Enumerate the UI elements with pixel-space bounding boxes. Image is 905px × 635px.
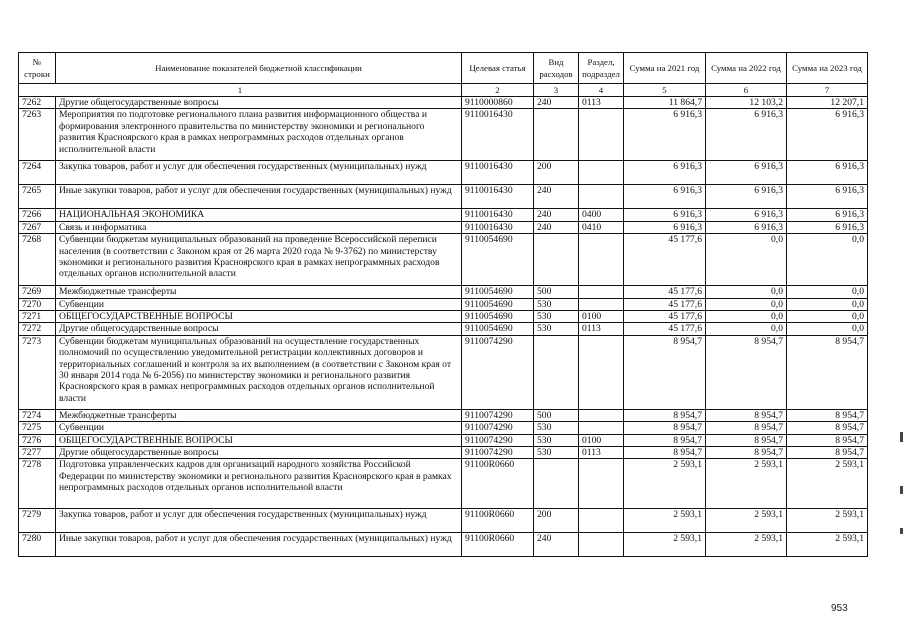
section-code-cell — [579, 459, 624, 509]
column-number-6: 6 — [706, 84, 787, 97]
sum-2022-cell: 0,0 — [706, 298, 787, 310]
sum-2021-cell: 8 954,7 — [624, 434, 706, 446]
section-code-cell: 0400 — [579, 209, 624, 221]
header-section: Раздел, подраздел — [579, 53, 624, 84]
sum-2021-cell: 2 593,1 — [624, 459, 706, 509]
expense-type-cell: 240 — [534, 533, 579, 557]
indicator-name-cell: Закупка товаров, работ и услуг для обеспечения государственных (муниципальных) нужд — [56, 161, 462, 185]
indicator-name-cell: Субвенции — [56, 298, 462, 310]
indicator-name-cell: Межбюджетные трансферты — [56, 409, 462, 421]
row-number-cell: 7277 — [19, 447, 56, 459]
row-number-cell: 7269 — [19, 286, 56, 298]
indicator-name-cell: Закупка товаров, работ и услуг для обеспечения государственных (муниципальных) нужд — [56, 509, 462, 533]
target-article-cell: 9110074290 — [462, 422, 534, 434]
target-article-cell: 9110016430 — [462, 209, 534, 221]
section-code-cell — [579, 234, 624, 286]
sum-2022-cell: 8 954,7 — [706, 409, 787, 421]
section-code-cell — [579, 335, 624, 409]
target-article-cell: 9110016430 — [462, 161, 534, 185]
sum-2021-cell: 6 916,3 — [624, 109, 706, 161]
sum-2023-cell: 8 954,7 — [787, 335, 868, 409]
header-sum-2022: Сумма на 2022 год — [706, 53, 787, 84]
section-code-cell — [579, 422, 624, 434]
sum-2023-cell: 8 954,7 — [787, 447, 868, 459]
target-article-cell: 9110054690 — [462, 323, 534, 335]
header-sum-2023: Сумма на 2023 год — [787, 53, 868, 84]
sum-2022-cell: 8 954,7 — [706, 447, 787, 459]
target-article-cell: 91100R0660 — [462, 533, 534, 557]
target-article-cell: 9110054690 — [462, 298, 534, 310]
target-article-cell: 9110000860 — [462, 97, 534, 109]
expense-type-cell: 240 — [534, 97, 579, 109]
expense-type-cell: 240 — [534, 221, 579, 233]
row-number-cell: 7266 — [19, 209, 56, 221]
row-number-cell: 7271 — [19, 311, 56, 323]
table-row — [19, 323, 868, 335]
header-sum-2021: Сумма на 2021 год — [624, 53, 706, 84]
section-code-cell: 0113 — [579, 97, 624, 109]
sum-2021-cell: 2 593,1 — [624, 509, 706, 533]
section-code-cell — [579, 533, 624, 557]
expense-type-cell — [534, 459, 579, 509]
table-row — [19, 533, 868, 557]
sum-2021-cell: 8 954,7 — [624, 409, 706, 421]
sum-2021-cell: 6 916,3 — [624, 185, 706, 209]
target-article-cell: 9110054690 — [462, 286, 534, 298]
sum-2023-cell: 8 954,7 — [787, 434, 868, 446]
table-row — [19, 185, 868, 209]
budget-sheet — [18, 52, 868, 557]
indicator-name-cell: Другие общегосударственные вопросы — [56, 447, 462, 459]
row-number-cell: 7279 — [19, 509, 56, 533]
sum-2022-cell: 6 916,3 — [706, 185, 787, 209]
table-row — [19, 459, 868, 509]
expense-type-cell — [534, 109, 579, 161]
row-number-cell: 7274 — [19, 409, 56, 421]
sum-2023-cell: 2 593,1 — [787, 509, 868, 533]
row-number-cell: 7262 — [19, 97, 56, 109]
sum-2022-cell: 6 916,3 — [706, 221, 787, 233]
indicator-name-cell: Иные закупки товаров, работ и услуг для обеспечения государственных (муниципальных) нужд — [56, 533, 462, 557]
sum-2022-cell: 0,0 — [706, 286, 787, 298]
section-code-cell — [579, 409, 624, 421]
section-code-cell: 0410 — [579, 221, 624, 233]
table-row — [19, 434, 868, 446]
row-number-cell: 7263 — [19, 109, 56, 161]
sum-2021-cell: 8 954,7 — [624, 447, 706, 459]
sum-2021-cell: 45 177,6 — [624, 298, 706, 310]
sum-2023-cell: 0,0 — [787, 234, 868, 286]
column-number-1: 1 — [19, 84, 462, 97]
section-code-cell — [579, 509, 624, 533]
target-article-cell: 9110016430 — [462, 221, 534, 233]
header-row-number: № строки — [19, 53, 56, 84]
target-article-cell: 9110054690 — [462, 234, 534, 286]
table-row — [19, 209, 868, 221]
sum-2023-cell: 6 916,3 — [787, 185, 868, 209]
column-number-3: 3 — [534, 84, 579, 97]
sum-2021-cell: 6 916,3 — [624, 209, 706, 221]
sum-2023-cell: 0,0 — [787, 311, 868, 323]
sum-2021-cell: 8 954,7 — [624, 335, 706, 409]
scan-edge-mark — [900, 528, 903, 534]
sum-2021-cell: 6 916,3 — [624, 161, 706, 185]
indicator-name-cell: НАЦИОНАЛЬНАЯ ЭКОНОМИКА — [56, 209, 462, 221]
expense-type-cell: 530 — [534, 323, 579, 335]
expense-type-cell: 530 — [534, 447, 579, 459]
column-numbering-row — [19, 84, 868, 97]
sum-2021-cell: 6 916,3 — [624, 221, 706, 233]
sum-2021-cell: 8 954,7 — [624, 422, 706, 434]
sum-2022-cell: 2 593,1 — [706, 509, 787, 533]
sum-2023-cell: 2 593,1 — [787, 459, 868, 509]
expense-type-cell: 240 — [534, 185, 579, 209]
scan-edge-mark — [900, 432, 903, 442]
table-row — [19, 234, 868, 286]
expense-type-cell: 500 — [534, 409, 579, 421]
table-row — [19, 221, 868, 233]
indicator-name-cell: Субвенции — [56, 422, 462, 434]
indicator-name-cell: Субвенции бюджетам муниципальных образований на осуществление государственных полномочий по осуществлению уведомительной регистрации коллективных договоров и территориальных соглашений и контроля за их выполнением (в соответствии с Законом края от 30 января 2014 года № 6-2056) по министерству экономики и регионального развития Красноярского края в рамках непрограммных расходов отдельных органов исполнительной власти — [56, 335, 462, 409]
sum-2022-cell: 6 916,3 — [706, 109, 787, 161]
row-number-cell: 7270 — [19, 298, 56, 310]
target-article-cell: 91100R0660 — [462, 509, 534, 533]
indicator-name-cell: Подготовка управленческих кадров для организаций народного хозяйства Российской Федерации по министерству экономики и регионального развития Красноярского края в рамках непрограммных расходов отдельных органов исполнительной власти — [56, 459, 462, 509]
section-code-cell — [579, 298, 624, 310]
expense-type-cell: 530 — [534, 434, 579, 446]
expense-type-cell: 500 — [534, 286, 579, 298]
target-article-cell: 9110074290 — [462, 409, 534, 421]
sum-2023-cell: 0,0 — [787, 298, 868, 310]
section-code-cell: 0100 — [579, 311, 624, 323]
indicator-name-cell: Субвенции бюджетам муниципальных образований на проведение Всероссийской переписи населения (в соответствии с Законом края от 26 марта 2020 года № 9-3762) по министерству экономики и регионального развития Красноярского края в рамках непрограммных расходов отдельных органов исполнительной власти — [56, 234, 462, 286]
column-number-5: 5 — [624, 84, 706, 97]
target-article-cell: 9110054690 — [462, 311, 534, 323]
sum-2022-cell: 2 593,1 — [706, 459, 787, 509]
table-row — [19, 286, 868, 298]
table-body — [19, 97, 868, 557]
target-article-cell: 9110074290 — [462, 335, 534, 409]
row-number-cell: 7264 — [19, 161, 56, 185]
row-number-cell: 7273 — [19, 335, 56, 409]
sum-2023-cell: 0,0 — [787, 323, 868, 335]
header-target-article: Целевая статья — [462, 53, 534, 84]
sum-2021-cell: 45 177,6 — [624, 286, 706, 298]
sum-2021-cell: 45 177,6 — [624, 311, 706, 323]
row-number-cell: 7280 — [19, 533, 56, 557]
sum-2022-cell: 12 103,2 — [706, 97, 787, 109]
indicator-name-cell: Мероприятия по подготовке регионального плана развития информационного общества и формирования электронного правительства по министерству экономики и регионального развития Красноярского края в рамках непрограммных расходов отдельных органов исполнительной власти — [56, 109, 462, 161]
sum-2022-cell: 6 916,3 — [706, 161, 787, 185]
expense-type-cell — [534, 234, 579, 286]
sum-2023-cell: 12 207,1 — [787, 97, 868, 109]
expense-type-cell: 240 — [534, 209, 579, 221]
target-article-cell: 9110074290 — [462, 447, 534, 459]
sum-2021-cell: 11 864,7 — [624, 97, 706, 109]
sum-2022-cell: 0,0 — [706, 311, 787, 323]
expense-type-cell: 530 — [534, 311, 579, 323]
sum-2023-cell: 6 916,3 — [787, 161, 868, 185]
row-number-cell: 7275 — [19, 422, 56, 434]
table-row — [19, 311, 868, 323]
row-number-cell: 7265 — [19, 185, 56, 209]
sum-2021-cell: 45 177,6 — [624, 234, 706, 286]
target-article-cell: 91100R0660 — [462, 459, 534, 509]
sum-2023-cell: 8 954,7 — [787, 409, 868, 421]
table-row — [19, 161, 868, 185]
sum-2023-cell: 6 916,3 — [787, 109, 868, 161]
table-row — [19, 335, 868, 409]
row-number-cell: 7267 — [19, 221, 56, 233]
target-article-cell: 9110016430 — [462, 109, 534, 161]
table-row — [19, 109, 868, 161]
sum-2023-cell: 0,0 — [787, 286, 868, 298]
target-article-cell: 9110016430 — [462, 185, 534, 209]
section-code-cell: 0113 — [579, 447, 624, 459]
expense-type-cell: 530 — [534, 422, 579, 434]
table-row — [19, 409, 868, 421]
expense-type-cell: 200 — [534, 161, 579, 185]
page-number: 953 — [831, 603, 848, 614]
indicator-name-cell: Межбюджетные трансферты — [56, 286, 462, 298]
budget-table — [18, 52, 868, 557]
indicator-name-cell: ОБЩЕГОСУДАРСТВЕННЫЕ ВОПРОСЫ — [56, 434, 462, 446]
sum-2022-cell: 6 916,3 — [706, 209, 787, 221]
sum-2022-cell: 8 954,7 — [706, 335, 787, 409]
column-number-2: 2 — [462, 84, 534, 97]
section-code-cell — [579, 185, 624, 209]
indicator-name-cell: Связь и информатика — [56, 221, 462, 233]
indicator-name-cell: Другие общегосударственные вопросы — [56, 97, 462, 109]
section-code-cell — [579, 286, 624, 298]
section-code-cell: 0113 — [579, 323, 624, 335]
table-row — [19, 97, 868, 109]
sum-2022-cell: 2 593,1 — [706, 533, 787, 557]
indicator-name-cell: Иные закупки товаров, работ и услуг для обеспечения государственных (муниципальных) нужд — [56, 185, 462, 209]
sum-2023-cell: 6 916,3 — [787, 209, 868, 221]
sum-2022-cell: 8 954,7 — [706, 434, 787, 446]
section-code-cell — [579, 109, 624, 161]
indicator-name-cell: Другие общегосударственные вопросы — [56, 323, 462, 335]
row-number-cell: 7268 — [19, 234, 56, 286]
expense-type-cell — [534, 335, 579, 409]
indicator-name-cell: ОБЩЕГОСУДАРСТВЕННЫЕ ВОПРОСЫ — [56, 311, 462, 323]
sum-2021-cell: 45 177,6 — [624, 323, 706, 335]
sum-2022-cell: 8 954,7 — [706, 422, 787, 434]
row-number-cell: 7278 — [19, 459, 56, 509]
sum-2021-cell: 2 593,1 — [624, 533, 706, 557]
table-row — [19, 422, 868, 434]
table-row — [19, 298, 868, 310]
sum-2023-cell: 6 916,3 — [787, 221, 868, 233]
row-number-cell: 7276 — [19, 434, 56, 446]
section-code-cell — [579, 161, 624, 185]
table-row — [19, 509, 868, 533]
column-number-7: 7 — [787, 84, 868, 97]
sum-2023-cell: 8 954,7 — [787, 422, 868, 434]
sum-2022-cell: 0,0 — [706, 323, 787, 335]
expense-type-cell: 200 — [534, 509, 579, 533]
scan-edge-mark — [900, 486, 903, 494]
sum-2022-cell: 0,0 — [706, 234, 787, 286]
target-article-cell: 9110074290 — [462, 434, 534, 446]
header-expense-type: Вид расходов — [534, 53, 579, 84]
expense-type-cell: 530 — [534, 298, 579, 310]
table-row — [19, 447, 868, 459]
row-number-cell: 7272 — [19, 323, 56, 335]
sum-2023-cell: 2 593,1 — [787, 533, 868, 557]
column-number-4: 4 — [579, 84, 624, 97]
header-row — [19, 53, 868, 84]
header-indicator-name: Наименование показателей бюджетной классификации — [56, 53, 462, 84]
section-code-cell: 0100 — [579, 434, 624, 446]
